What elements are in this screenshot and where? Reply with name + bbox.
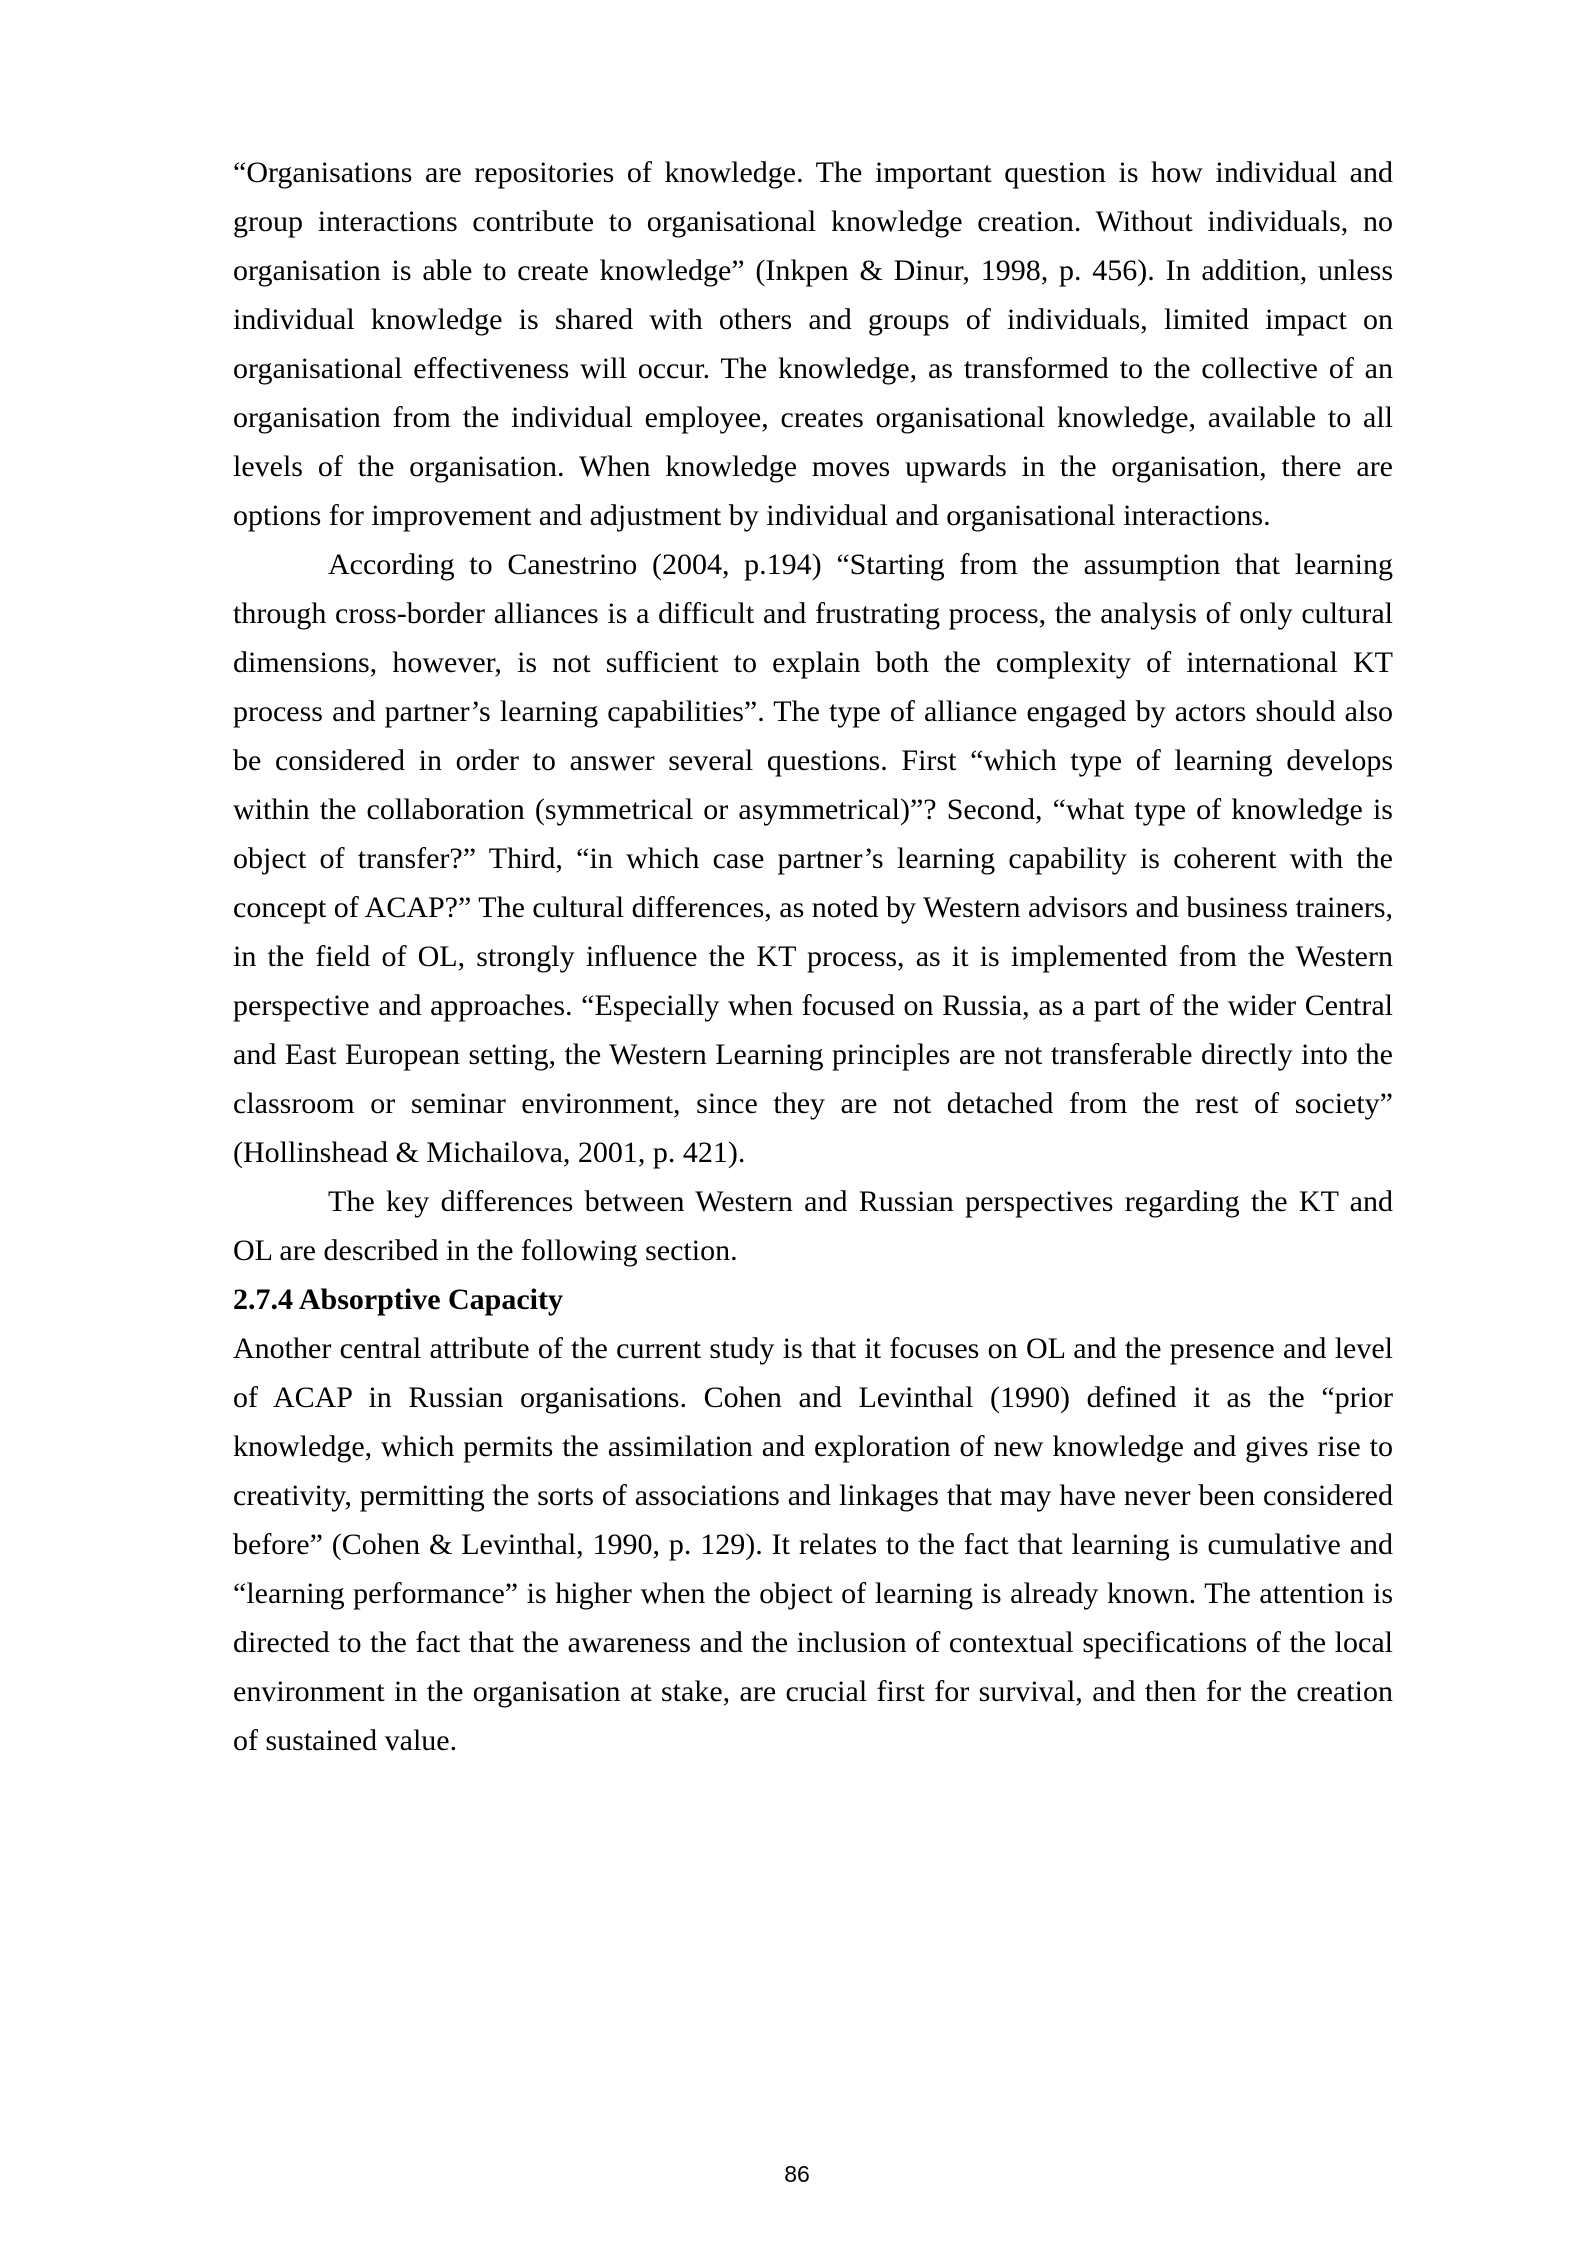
paragraph-canestrino-quote: According to Canestrino (2004, p.194) “Starting from the assumption that learning through cross-border alliances is a difficult and frustrating process, the analysis of only cultural dimensions, however, is not sufficient to explain both the complexity of international KT process and partner’s learning capabilities”. The type of alliance engaged by actors should also be considered in order to answer several questions. First “which type of learning develops within the collaboration (symmetrical or asymmetrical)”? Second, “what type of knowledge is object of transfer?” Third, “in which case partner’s learning capability is coherent with the concept of ACAP?” The cultural differences, as noted by Western advisors and business trainers, in the field of OL, strongly influence the KT process, as it is implemented from the Western perspective and approaches. “Especially when focused on Russia, as a part of the wider Central and East European setting, the Western Learning principles are not transferable directly into the classroom or seminar environment, since they are not detached from the rest of society” (Hollinshead & Michailova, 2001, p. 421). bbox=[233, 548, 1393, 1169]
page-content bbox=[233, 148, 1393, 1765]
paragraph-acap-definition: Another central attribute of the current study is that it focuses on OL and the presence and level of ACAP in Russian organisations. Cohen and Levinthal (1990) defined it as the “prior knowledge, which permits the assimilation and exploration of new knowledge and gives rise to creativity, permitting the sorts of associations and linkages that may have never been considered before” (Cohen & Levinthal, 1990, p. 129). It relates to the fact that learning is cumulative and “learning performance” is higher when the object of learning is already known. The attention is directed to the fact that the awareness and the inclusion of contextual specifications of the local environment in the organisation at stake, are crucial first for survival, and then for the creation of sustained value. bbox=[233, 1332, 1393, 1757]
section-heading-absorptive-capacity: 2.7.4 Absorptive Capacity bbox=[233, 1283, 563, 1316]
paragraph-knowledge-repositories: “Organisations are repositories of knowledge. The important question is how individual and group interactions contribute to organisational knowledge creation. Without individuals, no organisation is able to create knowledge” (Inkpen & Dinur, 1998, p. 456). In addition, unless individual knowledge is shared with others and groups of individuals, limited impact on organisational effectiveness will occur. The knowledge, as transformed to the collective of an organisation from the individual employee, creates organisational knowledge, available to all levels of the organisation. When knowledge moves upwards in the organisation, there are options for improvement and adjustment by individual and organisational interactions. bbox=[233, 156, 1393, 532]
page-number: 86 bbox=[784, 2161, 810, 2187]
paragraph-key-differences: The key differences between Western and Russian perspectives regarding the KT and OL are described in the following section. bbox=[233, 1185, 1393, 1267]
